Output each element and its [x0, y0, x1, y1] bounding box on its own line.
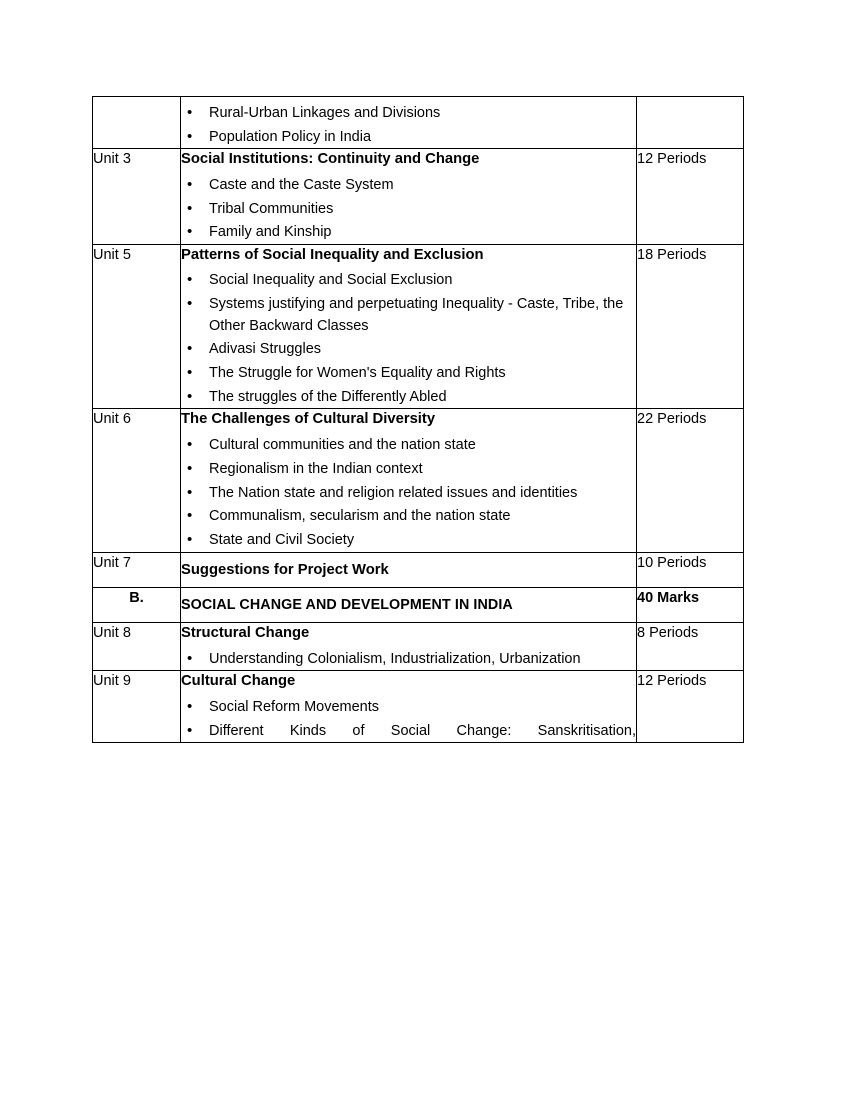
- topic-list: [181, 697, 636, 742]
- unit-label-cell: [93, 623, 181, 671]
- periods-cell: [637, 149, 744, 245]
- periods-cell: [637, 623, 744, 671]
- unit-label: Unit 3: [93, 151, 131, 168]
- list-item: • Systems justifying and perpetuating Inequality - Caste, Tribe, the Other Backward Classes: [181, 294, 636, 337]
- content-cell: [181, 623, 637, 671]
- list-item: • Family and Kinship: [181, 222, 636, 243]
- unit-label-cell: [93, 671, 181, 743]
- unit-heading: Structural Change: [181, 625, 310, 642]
- list-item: • Different Kinds of Social Change: Sanskritisation,: [181, 721, 636, 742]
- list-item: • State and Civil Society: [181, 530, 636, 551]
- marks-value: 40 Marks: [637, 590, 700, 607]
- content-cell: [181, 409, 637, 552]
- list-item: • Regionalism in the Indian context: [181, 459, 636, 480]
- list-item: • Caste and the Caste System: [181, 175, 636, 196]
- list-item: • Adivasi Struggles: [181, 339, 636, 360]
- table-row: [93, 244, 744, 409]
- unit-label-cell: [93, 244, 181, 409]
- unit-label-cell: [93, 97, 181, 149]
- periods-value: 8 Periods: [637, 625, 699, 642]
- unit-label: Unit 9: [93, 673, 131, 690]
- content-cell: [181, 149, 637, 245]
- unit-label-cell: [93, 409, 181, 552]
- list-item: • Population Policy in India: [181, 127, 636, 148]
- unit-heading: Social Institutions: Continuity and Change: [181, 151, 480, 168]
- topic-list: [181, 103, 636, 148]
- unit-heading: Cultural Change: [181, 673, 296, 690]
- list-item: • Social Inequality and Social Exclusion: [181, 270, 636, 291]
- content-cell: [181, 588, 637, 623]
- unit-heading: The Challenges of Cultural Diversity: [181, 411, 436, 428]
- periods-cell: [637, 409, 744, 552]
- list-item: • The Nation state and religion related issues and identities: [181, 483, 636, 504]
- topic-list: [181, 175, 636, 244]
- topic-list: [181, 270, 636, 408]
- periods-cell: [637, 552, 744, 588]
- list-item: • Understanding Colonialism, Industrialization, Urbanization: [181, 649, 636, 670]
- table-row: [93, 409, 744, 552]
- topic-list: [181, 435, 636, 552]
- table-row: [93, 149, 744, 245]
- unit-heading: Suggestions for Project Work: [181, 561, 389, 578]
- list-item: • Social Reform Movements: [181, 697, 636, 718]
- content-cell: [181, 552, 637, 588]
- list-item: • The Struggle for Women's Equality and Rights: [181, 363, 636, 384]
- table-row: [93, 671, 744, 743]
- syllabus-table-body: [93, 97, 744, 743]
- periods-value: 10 Periods: [637, 554, 707, 571]
- content-cell: [181, 671, 637, 743]
- unit-label-cell: [93, 149, 181, 245]
- unit-label-cell: [93, 552, 181, 588]
- periods-cell: [637, 588, 744, 623]
- unit-label: Unit 8: [93, 625, 131, 642]
- periods-value: 22 Periods: [637, 411, 707, 428]
- section-label: B.: [129, 590, 144, 607]
- table-row: [93, 97, 744, 149]
- unit-label: Unit 5: [93, 246, 131, 263]
- unit-label: Unit 7: [93, 554, 131, 571]
- list-item: • Cultural communities and the nation state: [181, 435, 636, 456]
- topic-list: [181, 649, 636, 670]
- unit-heading: Patterns of Social Inequality and Exclusion: [181, 246, 484, 263]
- content-cell: [181, 97, 637, 149]
- periods-cell: [637, 244, 744, 409]
- table-row: [93, 552, 744, 588]
- list-item: • Rural-Urban Linkages and Divisions: [181, 103, 636, 124]
- table-row: [93, 623, 744, 671]
- list-item: • Tribal Communities: [181, 199, 636, 220]
- periods-value: 18 Periods: [637, 246, 707, 263]
- unit-label: Unit 6: [93, 411, 131, 428]
- section-heading: SOCIAL CHANGE AND DEVELOPMENT IN INDIA: [181, 597, 513, 614]
- periods-value: 12 Periods: [637, 673, 707, 690]
- table-row: [93, 588, 744, 623]
- list-item: • The struggles of the Differently Abled: [181, 387, 636, 408]
- list-item: • Communalism, secularism and the nation state: [181, 506, 636, 527]
- unit-label-cell: [93, 588, 181, 623]
- content-cell: [181, 244, 637, 409]
- periods-value: 12 Periods: [637, 151, 707, 168]
- syllabus-table: [92, 96, 744, 743]
- periods-cell: [637, 97, 744, 149]
- periods-cell: [637, 671, 744, 743]
